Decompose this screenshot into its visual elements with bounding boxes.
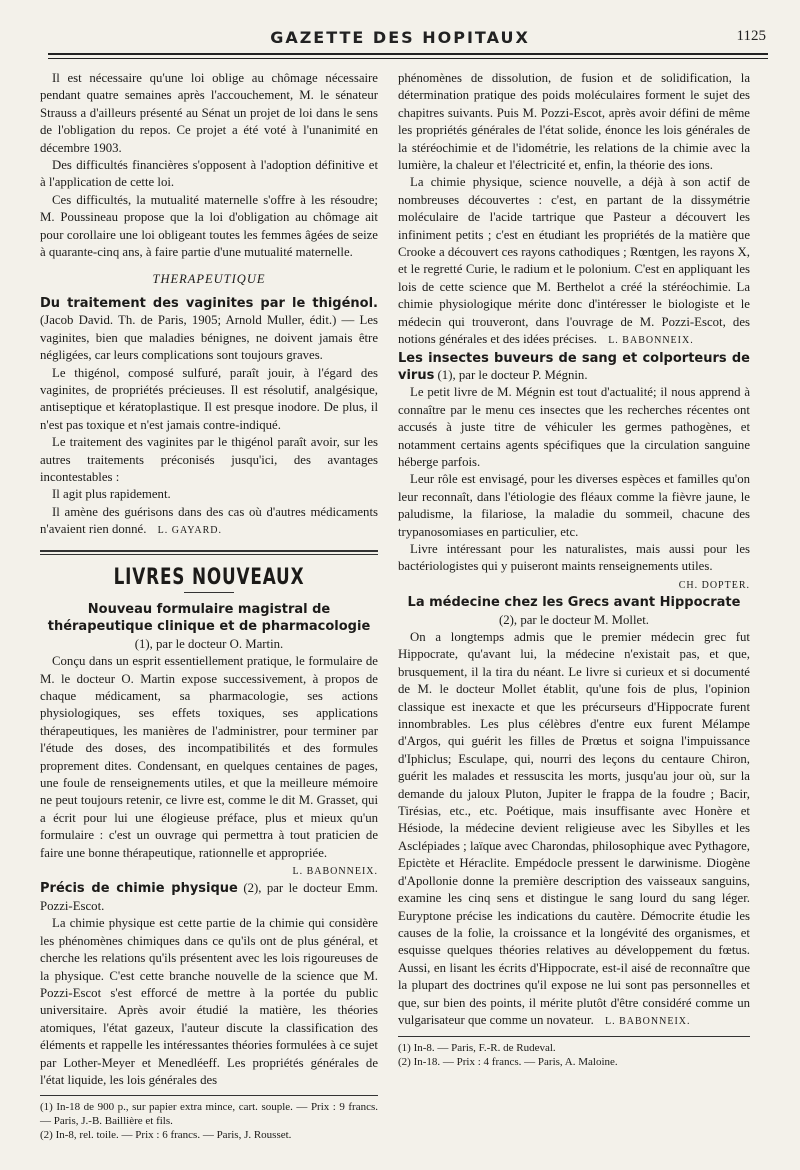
footnote: (2) In-18. — Prix : 4 francs. — Paris, A. Maloine. [398, 1056, 618, 1069]
header-rule-thin [48, 58, 768, 59]
paragraph [398, 629, 750, 1030]
footnote-rule [398, 1036, 750, 1037]
divider [40, 550, 378, 552]
paragraph-text: La chimie physique, science nouvelle, a déjà à son actif de nombreuses découvertes : c'est, en partant de la dissymétrie moléculaire de l'acide tartrique que Pasteur a découvert les infiniment petits ; c'est en étudiant les propriétés de la matière que Crooke a découvert ces rayons cathodiques ; Rœntgen, les rayons X, et le regretté Curie, le radium et le polonium. C'est en appliquant les lois de cette science que M. Berthelot a créé la stéréochimie. La chimie physiologique mérite donc d'intéresser le biologiste et le médecin qui trouveront, dans l'ouvrage de M. Pozzi-Escot, des notions générales et des idées précises. [398, 175, 750, 347]
divider [184, 592, 234, 593]
paragraph: Leur rôle est envisagé, pour les diverses espèces et familles qu'on leur reconnaît, dans l'étiologie des fléaux comme la fièvre jaune, le paludisme, la filariose, la maladie du sommeil, chacune des trypanosomiases en particulier, etc. [398, 472, 750, 539]
divider [40, 554, 378, 555]
signature: L. BABONNEIX. [608, 335, 694, 347]
paragraph [398, 174, 750, 349]
paragraph-text: Il amène des guérisons dans des cas où d'autres médicaments n'avaient rien donné. [40, 504, 378, 537]
article-therapy [40, 295, 378, 365]
header-rule [48, 53, 768, 55]
paragraph: Il agit plus rapidement. [52, 487, 171, 502]
footnote: (1) In-8. — Paris, F.-R. de Rudeval. [398, 1042, 556, 1055]
article-insectes [398, 350, 750, 385]
paragraph: Ces difficultés, la mutualité maternelle s'offre à les résoudre; M. Poussineau propose que la loi d'obligation au chômage ait pour corollaire une loi obligeant toutes les femmes âgées de seize à quarante-cinq ans, à faire partie d'une mutualité maternelle. [40, 192, 378, 260]
article-author: (2), par le docteur Emm. Pozzi-Escot. [40, 881, 378, 913]
article-title: La médecine chez les Grecs avant Hippocrate [407, 595, 741, 611]
article-author: (2), par le docteur M. Mollet. [499, 612, 649, 627]
signature: L. BABONNEIX. [605, 1015, 691, 1027]
article-author: (1), par le docteur O. Martin. [134, 636, 284, 651]
article-title: Du traitement des vaginites par le thigénol. [40, 295, 378, 311]
article-title: Nouveau formulaire magistral de thérapeutique clinique et de pharmacologie [47, 601, 371, 635]
paragraph: phénomènes de dissolution, de fusion et de solidification, la détermination pratique des poids moléculaires forment le sujet des chapitres suivants. Puis M. Pozzi-Escot, après avoir défini de même les propriétés générales de l'état solide, énonce les lois générales de la stéréochimie et de l'idométrie, les relations de la chimie avec la lumière, la chaleur et l'électricité et, enfin, la théorie des ions. [398, 71, 750, 173]
signature: L. GAYARD. [157, 525, 222, 537]
article-ref: (Jacob David. Th. de Paris, 1905; Arnold Muller, édit.) — Les vaginites, bien que maladies bénignes, ne doivent jamais être négligées, car leurs complications sont toujours graves. [40, 313, 378, 363]
paragraph: Le petit livre de M. Mégnin est tout d'actualité; il nous apprend à connaître par le menu ces insectes que les recherches récentes ont accusés à juste titre de véhiculer les germes pathogènes, et notamment certains agents spécifiques que la circulation sanguine héberge parfois. [398, 385, 750, 469]
signature: L. BABONNEIX. [292, 866, 378, 878]
paragraph [40, 504, 378, 540]
article-formulaire [40, 601, 378, 653]
section-heading: THERAPEUTIQUE [152, 272, 266, 287]
paragraph: La chimie physique est cette partie de la chimie qui considère les phénomènes chimiques dans ce qu'ils ont de plus général, et cherche les relations qu'ils présentent avec les lois rigoureuses de la physique. C'est cette branche nouvelle de la science que M. Pozzi-Escot s'est efforcé de mettre à la portée du public universitaire. Après avoir étudié la matière, les théories atomiques, l'état gazeux, l'auteur discute la classification des éléments et rappelle les intéressantes théories formulées à ce sujet par Lother-Meyer et Menedléeff. Les propriétés générales de l'état liquide, les lois générales des [40, 916, 378, 1087]
article-title: Précis de chimie physique [40, 881, 238, 897]
paragraph: Le traitement des vaginites par le thigénol paraît avoir, sur les autres traitements préconisés jusqu'ici, des avantages incontestables : [40, 435, 378, 484]
paragraph: Conçu dans un esprit essentiellement pratique, le formulaire de M. le docteur O. Martin expose successivement, à propos de chaque médicament, sa pharmacologie, ses actions physiologiques, ses effets toxiques, ses applications thérapeutiques, les manières de l'administrer, pour terminer par l'étude des doses, des incompatibilités et des formules proprement dites. Condensant, en quelques centaines de pages, une foule de renseignements utiles, et que la meilleure mémoire ne peut toujours retenir, ce livre est, comme le dit M. Grasset, qui a écrit pour lui une élogieuse préface, plus et mieux qu'un formulaire : c'est un ouvrage qui permettra à tout praticien de faire une bonne thérapeutique, rationnelle et appropriée. [40, 654, 378, 860]
signature-line [40, 862, 378, 880]
right-column [398, 70, 750, 1069]
footnote: (1) In-18 de 900 p., sur papier extra mince, cart. souple. — Prix : 9 francs. — Paris, J.-B. Baillière et fils. [40, 1101, 378, 1128]
paragraph: Il est nécessaire qu'une loi oblige au chômage nécessaire pendant quatre semaines après l'accouchement, M. le sénateur Strauss a d'ailleurs présenté au Sénat un projet de loi dans le sens de l'obligation du repos. Ce projet a été voté à l'unanimité en décembre 1903. [40, 71, 378, 155]
page-header [0, 0, 800, 70]
paragraph: Le thigénol, composé sulfuré, paraît jouir, à l'égard des vaginites, de propriétés précieuses. Il est résolutif, analgésique, antiseptique et kératoplastique. Il est presque inodore. De plus, il n'est pas toxique et n'est jamais contre-indiqué. [40, 365, 378, 432]
signature-line [398, 576, 750, 594]
paragraph: Des difficultés financières s'opposent à l'adoption définitive et à l'application de cette loi. [40, 158, 378, 190]
article-precis [40, 880, 378, 915]
signature: CH. DOPTER. [678, 579, 750, 591]
paragraph-text: On a longtemps admis que le premier médecin grec fut Hippocrate, qu'avant lui, la médecine n'existait pas, et que, brusquement, il la tira du néant. Le livre si curieux et si documenté de M. le docteur Mollet établit, qu'une fois de plus, l'opinion classique est inexacte et que les précurseurs d'Hippocrate furent innombrables. Les plus célèbres d'entre eux furent Mélampe d'Argos, qui guérit les filles de Prœtus et soigna l'impuissance d'Iphiclus; Esculape, qui, nourri des leçons du centaure Chiron, guérit les malades et ressuscita les morts, jusqu'au jour où, sur la demande du jaloux Pluton, Jupiter le frappa de la foudre ; Bacir, Tirésias, etc., etc. Poétique, mais insuffisante avec Honère et Hésiode, la médecine devient religieuse avec les Sibylles et les Asclépiades ; laïque avec Charondas, philosophique avec Pythagore, Epictète et Héraclite. Empédocle pressent le darwinisme. Diogène d'Apollonie donne la première description des vaisseaux sanguins, examine les cinq sens et distingue le sang lourd du sang léger. Euryptone précise les indications du cautère. Démocrite étudie les causes de la folie, la croissance et la longévité des organismes, et esquisse quelques théories relatives au développement du fœtus. Aussi, en lisant les écrits d'Hippocrate, est-il aisé de reconnaître que la plupart des doctrines qu'il expose ne lui sont pas personnelles et que, sur bien des points, il mérite plutôt d'être considéré comme un vulgarisateur que comme un novateur. [398, 630, 750, 1027]
left-column [40, 70, 378, 1142]
footnote-rule [40, 1095, 378, 1096]
livres-heading: LIVRES NOUVEAUX [113, 564, 305, 590]
page-number: 1125 [736, 28, 766, 44]
article-title: Les insectes buveurs de sang et colporteurs de virus [398, 350, 750, 383]
journal-title: GAZETTE DES HOPITAUX [270, 28, 530, 47]
article-author: (1), par le docteur P. Mégnin. [437, 367, 588, 382]
article-medecine [398, 594, 750, 629]
footnote: (2) In-8, rel. toile. — Prix : 6 francs. — Paris, J. Rousset. [40, 1129, 292, 1142]
paragraph: Livre intéressant pour les naturalistes, mais aussi pour les bactériologistes qui y puiseront maints renseignements utiles. [398, 541, 750, 574]
